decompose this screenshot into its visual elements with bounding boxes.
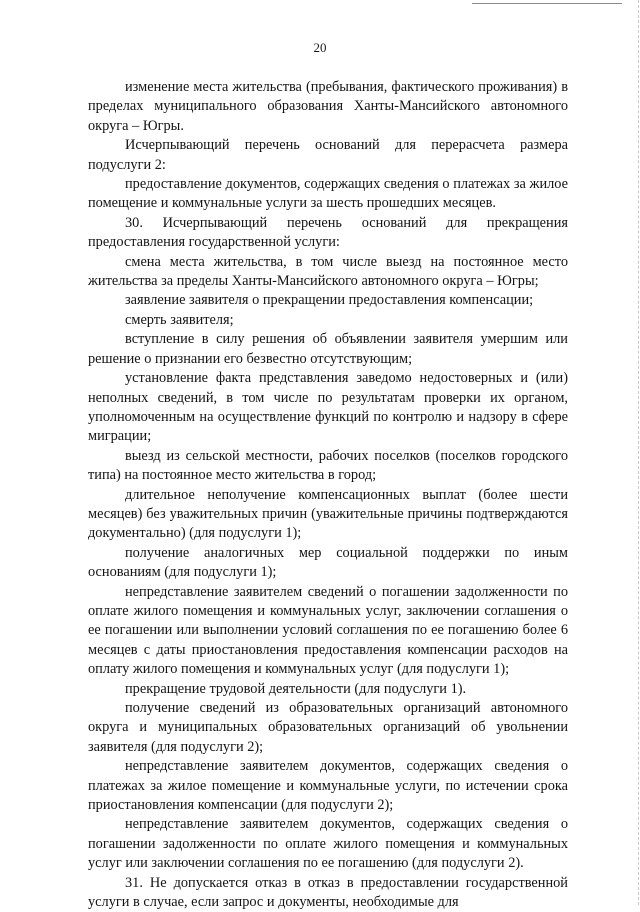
paragraph: непредставление заявителем документов, содержащих сведения о платежах за жилое помещение и коммунальные услуги, по истечении срока приостановления компенсации (для подуслуги 2);	[88, 758, 568, 814]
paragraph: предоставление документов, содержащих сведения о платежах за жилое помещение и коммунальные услуги за шесть прошедших месяцев.	[88, 176, 568, 212]
paragraph: установление факта представления заведомо недостоверных и (или) неполных сведений, в том числе по результатам проверки их органом, уполномоченным на осуществление функций по контролю и надзору в сфере миграции;	[88, 370, 568, 445]
paragraph: получение аналогичных мер социальной поддержки по иным основаниям (для подуслуги 1);	[88, 544, 568, 581]
document-body	[88, 78, 568, 912]
paragraph: 31. Не допускается отказ в отказ в предоставлении государственной услуги в случае, если запрос и документы, необходимые для	[88, 874, 568, 911]
paragraph: непредставление заявителем сведений о погашении задолженности по оплате жилого помещения и коммунальных услуг, заключении соглашения о ее погашении или выполнении условий соглашения по ее погашению более 6 месяцев с даты приостановления предоставления компенсации расходов на оплату жилого помещения и коммунальных услуг (для подуслуги 1);	[88, 583, 568, 678]
paragraph: вступление в силу решения об объявлении заявителя умершим или решение о признании его безвестно отсутствующим;	[88, 331, 568, 367]
paragraph: Исчерпывающий перечень оснований для перерасчета размера подуслуги 2:	[88, 137, 568, 173]
paragraph: 30. Исчерпывающий перечень оснований для прекращения предоставления государственной услуги:	[88, 214, 568, 251]
paragraph: заявление заявителя о прекращении предоставления компенсации;	[125, 292, 534, 309]
paragraph: смена места жительства, в том числе выезд на постоянное место жительства за пределы Ханты-Мансийского автономного округа – Югры;	[88, 253, 568, 290]
top-border-line	[472, 3, 622, 4]
paragraph: длительное неполучение компенсационных выплат (более шести месяцев) без уважительных причин (уважительные причины подтверждаются документально) (для подуслуги 1);	[88, 486, 568, 542]
paragraph: прекращение трудовой деятельности (для подуслуги 1).	[125, 680, 467, 697]
paragraph: смерть заявителя;	[125, 311, 234, 328]
right-edge-line	[638, 0, 639, 905]
paragraph: выезд из сельской местности, рабочих поселков (поселков городского типа) на постоянное место жительства в город;	[88, 447, 568, 484]
page-number: 20	[313, 40, 327, 55]
paragraph: непредставление заявителем документов, содержащих сведения о погашении задолженности по оплате жилого помещения и коммунальных услуг или заключении соглашения по ее погашению (для подуслуги 2).	[88, 816, 568, 872]
paragraph: получение сведений из образовательных организаций автономного округа и муниципальных образовательных организаций об увольнении заявителя (для подуслуги 2);	[88, 700, 568, 755]
paragraph: изменение места жительства (пребывания, фактического проживания) в пределах муниципального образования Ханты-Мансийского автономного округа – Югры.	[88, 79, 568, 134]
